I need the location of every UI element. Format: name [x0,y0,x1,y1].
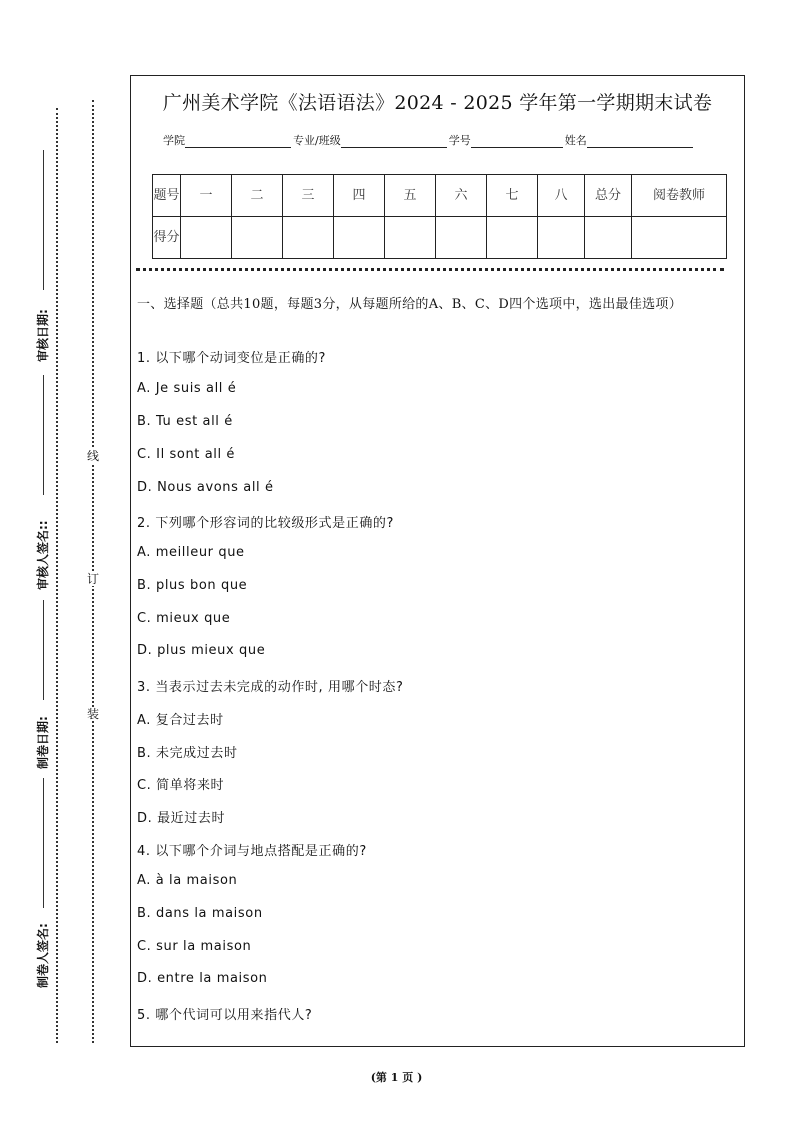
name-field[interactable] [587,134,693,148]
col-header-2: 二 [232,175,283,217]
q1-option-c: C. Il sont all é [137,447,236,462]
q2-option-c: C. mieux que [137,611,231,626]
q3-option-c: C. 简单将来时 [137,778,225,793]
exam-frame [130,75,745,1047]
col-header-7: 七 [487,175,538,217]
q1-option-d: D. Nous avons all é [137,480,274,495]
binding-char-zhuang: 装 [86,707,99,721]
score-cell-7[interactable] [487,217,538,259]
q2-option-a: A. meilleur que [137,545,245,560]
page-number: (第 1 页 ) [370,1071,423,1084]
col-header-8: 八 [538,175,585,217]
binding-char-ding: 订 [86,572,99,586]
q3-option-d: D. 最近过去时 [137,811,226,826]
section-title: 一、选择题（总共10题，每题3分，从每题所给的A、B、C、D四个选项中，选出最佳选项） [137,297,683,312]
col-header-1: 一 [181,175,232,217]
q4-option-d: D. entre la maison [137,971,268,986]
student-id-label: 学号 [448,134,471,147]
reviewer-signature-line [43,375,44,495]
paper-maker-signature-line [43,778,44,908]
question-4-stem: 4. 以下哪个介词与地点搭配是正确的? [137,844,367,859]
score-cell-total[interactable] [585,217,632,259]
student-id-field[interactable] [471,134,563,148]
review-date-line [43,150,44,290]
score-cell-6[interactable] [436,217,487,259]
major-class-field[interactable] [341,134,447,148]
score-table-header-row [153,175,727,217]
score-cell-5[interactable] [385,217,436,259]
question-3-stem: 3. 当表示过去未完成的动作时, 用哪个时态? [137,680,404,695]
name-label: 姓名 [564,134,587,147]
score-cell-grader[interactable] [632,217,727,259]
major-class-label: 专业/班级 [293,134,341,147]
q3-option-b: B. 未完成过去时 [137,746,238,761]
exam-title: 广州美术学院《法语语法》2024 - 2025 学年第一学期期末试卷 [162,92,713,114]
score-table-score-row [153,217,727,259]
paper-date-line [43,600,44,700]
q2-option-b: B. plus bon que [137,578,248,593]
score-cell-4[interactable] [334,217,385,259]
q4-option-a: A. à la maison [137,873,238,888]
q2-option-d: D. plus mieux que [137,643,266,658]
score-row-label: 得分 [153,217,181,259]
score-cell-2[interactable] [232,217,283,259]
question-2-stem: 2. 下列哪个形容词的比较级形式是正确的? [137,516,395,531]
college-label: 学院 [163,134,185,147]
dotted-separator [136,268,724,271]
col-header-grader: 阅卷教师 [632,175,727,217]
col-header-6: 六 [436,175,487,217]
score-cell-3[interactable] [283,217,334,259]
binding-char-xian: 线 [86,449,99,463]
col-header-4: 四 [334,175,385,217]
col-header-3: 三 [283,175,334,217]
question-5-stem: 5. 哪个代词可以用来指代人? [137,1008,313,1023]
college-field[interactable] [185,134,291,148]
score-cell-8[interactable] [538,217,585,259]
student-info-row [163,132,695,148]
score-table [152,174,727,259]
score-cell-1[interactable] [181,217,232,259]
question-number-label: 题号 [153,175,181,217]
binding-dotted-line-outer [56,108,58,1043]
q3-option-a: A. 复合过去时 [137,713,224,728]
q4-option-b: B. dans la maison [137,906,263,921]
col-header-5: 五 [385,175,436,217]
question-1-stem: 1. 以下哪个动词变位是正确的? [137,351,327,366]
col-header-total: 总分 [585,175,632,217]
q1-option-b: B. Tu est all é [137,414,233,429]
q1-option-a: A. Je suis all é [137,381,237,396]
q4-option-c: C. sur la maison [137,939,252,954]
